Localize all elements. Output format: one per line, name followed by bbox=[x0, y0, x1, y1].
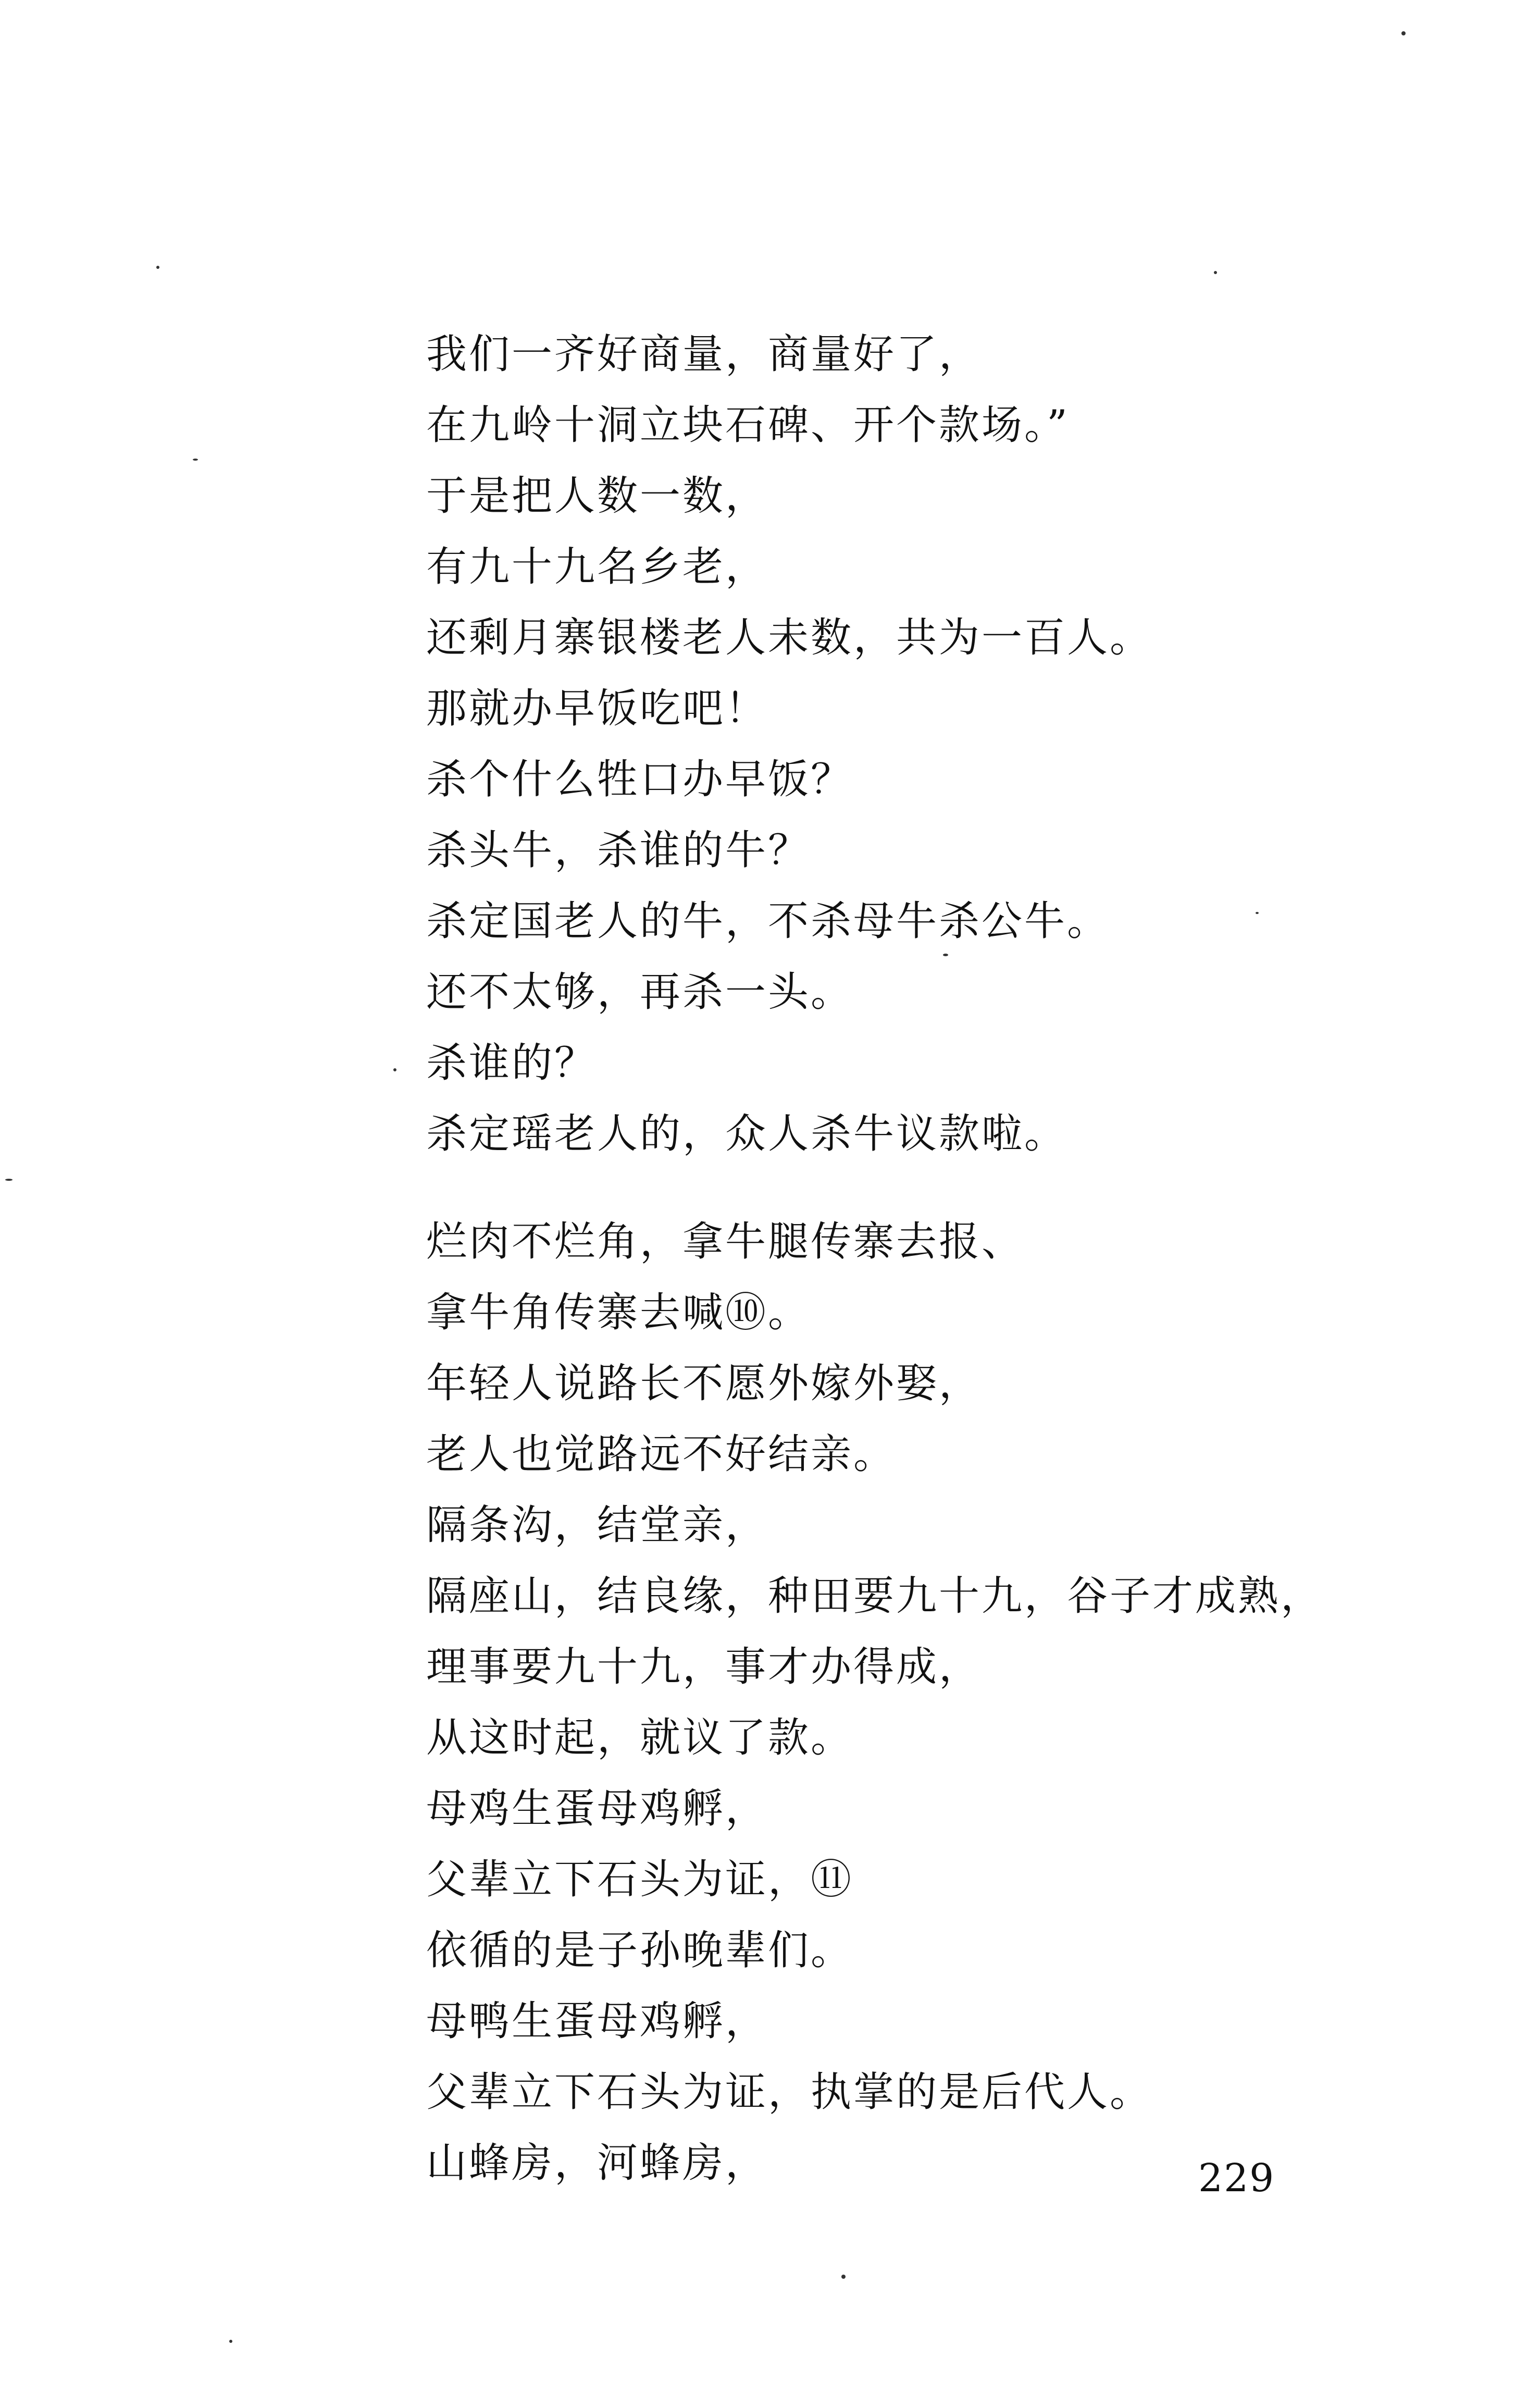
text-line: 有九十九名乡老， bbox=[426, 544, 768, 590]
text-line: 于是把人数一数， bbox=[426, 473, 768, 520]
scan-speck bbox=[1256, 912, 1259, 914]
scan-speck bbox=[393, 1068, 396, 1071]
scan-speck bbox=[1214, 271, 1217, 274]
scan-speck bbox=[229, 2340, 232, 2343]
stanza-1 bbox=[426, 319, 1416, 1169]
text-line: 老人也觉路远不好结亲。 bbox=[426, 1431, 897, 1478]
scan-speck bbox=[5, 1179, 13, 1181]
text-line: 年轻人说路长不愿外嫁外娶， bbox=[426, 1360, 982, 1407]
text-line: 我们一齐好商量，商量好了， bbox=[426, 331, 982, 378]
text-line: 隔座山，结良缘，种田要九十九，谷子才成熟， bbox=[426, 1573, 1324, 1620]
text-line: 从这时起，就议了款。 bbox=[426, 1714, 854, 1761]
text-line: 那就办早饭吃吧！ bbox=[426, 685, 768, 732]
text-line: 依循的是子孙晚辈们。 bbox=[426, 1927, 854, 1974]
scan-speck bbox=[841, 2275, 846, 2279]
text-line: 母鸭生蛋母鸡孵， bbox=[426, 1998, 768, 2045]
text-line: 山蜂房，河蜂房， bbox=[426, 2140, 768, 2187]
text-line: 还剩月寨银楼老人未数，共为一百人。 bbox=[426, 614, 1153, 661]
text-line: 烂肉不烂角，拿牛腿传寨去报、 bbox=[426, 1218, 1025, 1265]
text-line: 拿牛角传寨去喊⑩。 bbox=[426, 1289, 811, 1336]
text-line: 还不太够，再杀一头。 bbox=[426, 969, 854, 1016]
text-line: 杀谁的？ bbox=[426, 1040, 598, 1086]
scan-speck bbox=[193, 459, 198, 461]
text-line: 理事要九十九，事才办得成， bbox=[426, 1644, 982, 1690]
scan-speck bbox=[1401, 31, 1406, 35]
text-line: 杀个什么牲口办早饭？ bbox=[426, 756, 854, 803]
text-line: 杀头牛，杀谁的牛？ bbox=[426, 827, 811, 874]
stanza-2 bbox=[426, 1206, 1416, 2199]
text-line: 母鸡生蛋母鸡孵， bbox=[426, 1785, 768, 1832]
scan-speck bbox=[943, 954, 948, 956]
text-line: 在九岭十洞立块石碑、开个款场。” bbox=[426, 402, 1070, 449]
text-line: 父辈立下石头为证，⑪ bbox=[426, 1856, 854, 1903]
text-line: 杀定瑶老人的，众人杀牛议款啦。 bbox=[426, 1110, 1067, 1157]
page-number: 229 bbox=[1198, 2156, 1275, 2201]
scan-speck bbox=[156, 266, 159, 269]
text-line: 杀定国老人的牛，不杀母牛杀公牛。 bbox=[426, 898, 1110, 945]
text-line: 隔条沟，结堂亲， bbox=[426, 1502, 768, 1549]
text-line: 父辈立下石头为证，执掌的是后代人。 bbox=[426, 2069, 1153, 2116]
